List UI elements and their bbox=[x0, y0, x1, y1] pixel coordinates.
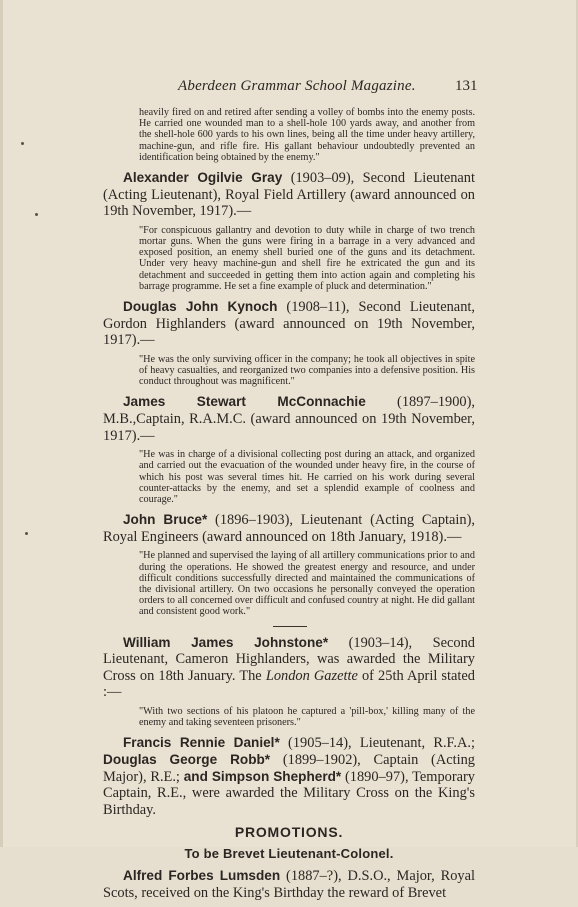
award-entry: William James Johnstone* (1903–14), Second Lieutenant, Cameron Highlanders, was awarded the Military Cross on 18th January. The London Gazette of 25th April stated :— bbox=[103, 634, 475, 701]
article-body bbox=[103, 107, 475, 907]
margin-mark bbox=[21, 142, 24, 145]
citation-quote: "He planned and supervised the laying of all artillery communications prior to and during the operations. He showed the greatest energy and resource, and under difficult conditions successfully directed and maintained the communications of the divisional artillery. On two occasions he personally conveyed the operation orders to all concerned over difficult and confused country at night. He did gallant and consistent good work." bbox=[139, 550, 475, 618]
citation-quote: "He was in charge of a divisional collecting post during an attack, and organized and carried out the evacuation of the wounded under heavy fire, in the course of which his post was several times hit. He carried on his work during several counter-attacks by the enemy, and set a splendid example of coolness and courage." bbox=[139, 449, 475, 505]
section-divider bbox=[273, 626, 307, 627]
page-header bbox=[3, 78, 576, 98]
recipient-name: Douglas George Robb* bbox=[103, 751, 271, 767]
award-entry: Francis Rennie Daniel* (1905–14), Lieutenant, R.F.A.; Douglas George Robb* (1899–1902), Captain (Acting Major), R.E.; and Simpson Shepherd* (1890–97), Temporary Captain, R.E., were awarded the Military Cross on the King's Birthday. bbox=[103, 735, 475, 818]
recipient-name: James Stewart McConnachie bbox=[123, 394, 366, 410]
citation-quote: heavily fired on and retired after sending a volley of bombs into the enemy posts. He carried one wounded man to a shell-hole 100 yards away, and another from the shell-hole 600 yards to his own lines, being all the time under heavy artillery, machine-gun, and rifle fire. His gallant behaviour undoubtedly prevented an identification being obtained by the enemy." bbox=[139, 107, 475, 163]
recipient-name: William James Johnstone* bbox=[123, 634, 329, 650]
citation-quote: "With two sections of his platoon he captured a 'pill-box,' killing many of the enemy and taking seventeen prisoners." bbox=[139, 705, 475, 729]
publication-title: London Gazette bbox=[265, 667, 358, 684]
award-entry: Douglas John Kynoch (1908–11), Second Lieutenant, Gordon Highlanders (award announced on 19th November, 1917).— bbox=[103, 299, 475, 349]
running-title: Aberdeen Grammar School Magazine. bbox=[178, 78, 416, 94]
page-number: 131 bbox=[455, 78, 478, 94]
award-entry: James Stewart McConnachie (1897–1900), M.B.,Captain, R.A.M.C. (award announced on 19th November, 1917).— bbox=[103, 394, 476, 444]
award-entry: Alfred Forbes Lumsden (1887–?), D.S.O., Major, Royal Scots, received on the King's Birthday the reward of Brevet bbox=[103, 868, 475, 901]
recipient-name: Simpson Shepherd* bbox=[211, 768, 342, 784]
margin-mark bbox=[35, 213, 38, 216]
margin-mark bbox=[25, 532, 28, 535]
recipient-name: John Bruce* bbox=[123, 512, 208, 528]
subsection-heading: To be Brevet Lieutenant-Colonel. bbox=[184, 846, 394, 862]
award-entry: John Bruce* (1896–1903), Lieutenant (Acting Captain), Royal Engineers (award announced on 18th January, 1918).— bbox=[103, 512, 475, 545]
award-entry: Alexander Ogilvie Gray (1903–09), Second Lieutenant (Acting Lieutenant), Royal Field Artillery (award announced on 19th November, 1917).— bbox=[103, 170, 475, 220]
citation-quote: "He was the only surviving officer in the company; he took all objectives in spite of heavy casualties, and reorganized two companies into a defensive position. His conduct throughout was magnificent." bbox=[139, 353, 475, 388]
recipient-name: Alexander Ogilvie Gray bbox=[123, 170, 283, 186]
citation-quote: "For conspicuous gallantry and devotion to duty while in charge of two trench mortar guns. When the guns were firing in a barrage in a very advanced and exposed position, an enemy shell buried one of the guns and its detachment. Under very heavy machine-gun and shell fire he extricated the gun and its detachment and succeeded in getting them into action again and completing his barrage programme. He set a fine example of pluck and determination." bbox=[139, 224, 475, 292]
section-heading: PROMOTIONS. bbox=[234, 824, 344, 841]
recipient-name: Francis Rennie Daniel* bbox=[123, 735, 280, 751]
recipient-name: Douglas John Kynoch bbox=[123, 299, 278, 315]
recipient-name: Alfred Forbes Lumsden bbox=[123, 868, 281, 884]
